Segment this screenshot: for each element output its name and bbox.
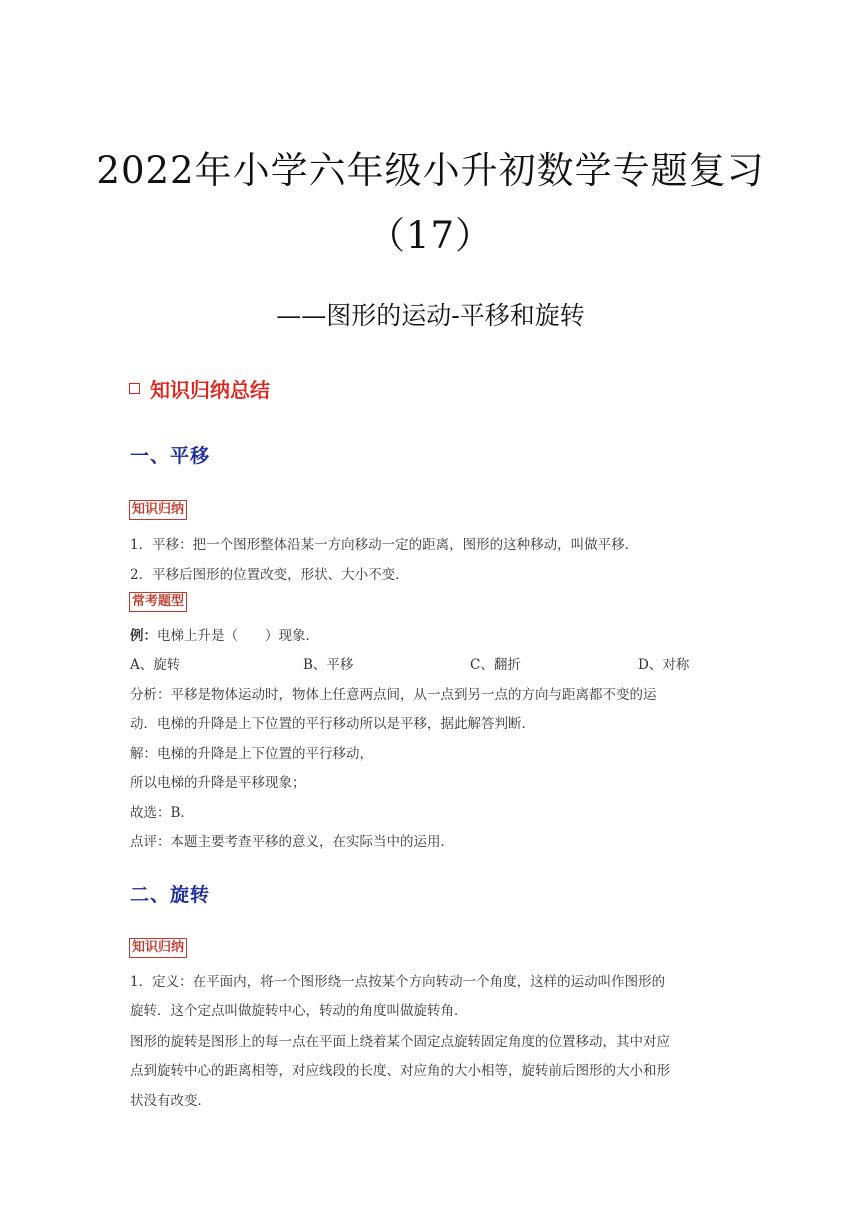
answer-line: 故选：B． xyxy=(130,805,194,821)
section-heading-translation: 一、平移 xyxy=(130,445,211,467)
tag-common-questions: 常考题型 xyxy=(129,592,187,612)
checkbox-icon xyxy=(129,383,140,394)
example-text: 电梯上升是（ ）现象． xyxy=(157,628,319,644)
solution-line-2: 所以电梯的升降是平移现象； xyxy=(130,775,306,791)
page-subtitle: ——图形的运动-平移和旋转 xyxy=(276,301,585,330)
description-line-1: 图形的旋转是图形上的每一点在平面上绕着某个固定点旋转固定角度的位置移动，其中对应 xyxy=(130,1034,670,1050)
point-2: 2．平移后图形的位置改变，形状、大小不变． xyxy=(130,567,409,583)
page-title-line2: （17） xyxy=(367,214,494,257)
option-c: C、翻折 xyxy=(470,657,521,673)
description-line-3: 状没有改变． xyxy=(130,1093,211,1109)
comment-line: 点评：本题主要考查平移的意义，在实际当中的运用． xyxy=(130,834,454,850)
solution-line-1: 解：电梯的升降是上下位置的平行移动， xyxy=(130,746,373,762)
option-b: B、平移 xyxy=(303,657,354,673)
option-a: A、旋转 xyxy=(130,657,181,673)
summary-heading xyxy=(129,374,270,403)
analysis-line-1: 分析：平移是物体运动时，物体上任意两点间，从一点到另一点的方向与距离都不变的运 xyxy=(130,687,657,703)
definition-line-2: 旋转．这个定点叫做旋转中心，转动的角度叫做旋转角． xyxy=(130,1003,468,1019)
page-title-line1: 2022年小学六年级小升初数学专题复习 xyxy=(96,149,765,192)
analysis-line-2: 动．电梯的升降是上下位置的平行移动所以是平移，据此解答判断． xyxy=(130,716,535,732)
summary-heading-text: 知识归纳总结 xyxy=(150,378,270,402)
section-heading-rotation: 二、旋转 xyxy=(130,884,211,906)
option-d: D、对称 xyxy=(638,657,690,673)
description-line-2: 点到旋转中心的距离相等，对应线段的长度、对应角的大小相等，旋转前后图形的大小和形 xyxy=(130,1063,670,1079)
definition-line-1: 1．定义：在平面内，将一个图形绕一点按某个方向转动一个角度，这样的运动叫作图形的 xyxy=(130,974,666,990)
example-label: 例： xyxy=(130,628,157,644)
tag-knowledge-summary-2: 知识归纳 xyxy=(129,938,187,958)
example-question xyxy=(130,624,319,644)
tag-knowledge-summary: 知识归纳 xyxy=(129,500,187,520)
point-1: 1．平移：把一个图形整体沿某一方向移动一定的距离，图形的这种移动，叫做平移． xyxy=(130,537,639,553)
